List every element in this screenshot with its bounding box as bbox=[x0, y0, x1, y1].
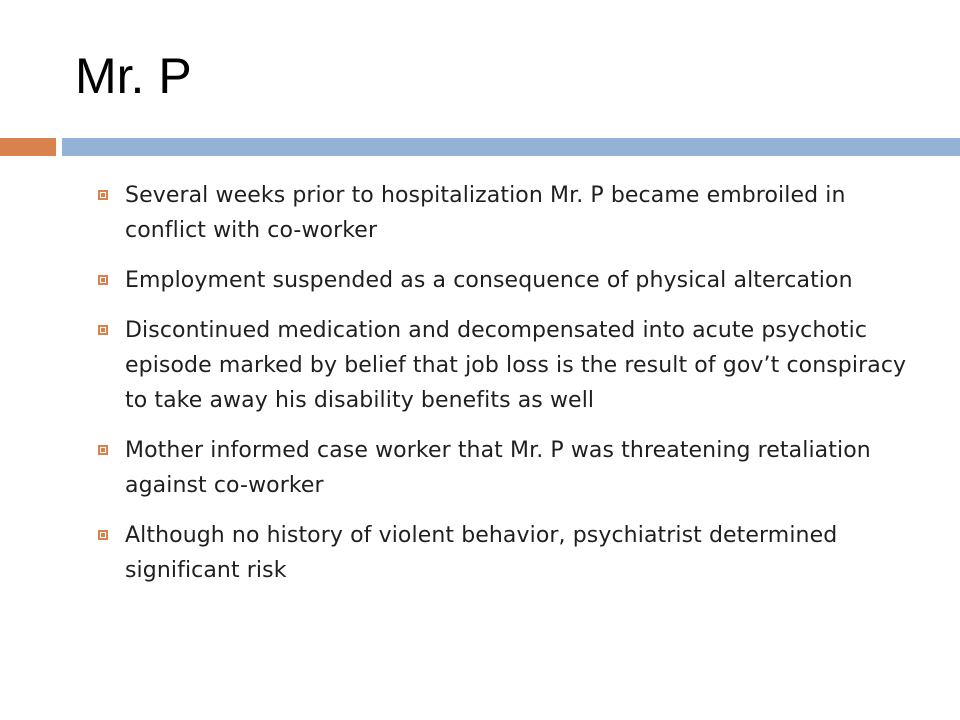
slide-title: Mr. P bbox=[75, 48, 192, 104]
bullet-list bbox=[98, 178, 928, 603]
list-item bbox=[98, 178, 928, 248]
square-bullet-icon bbox=[98, 325, 108, 335]
square-bullet-icon bbox=[98, 445, 108, 455]
square-bullet-icon bbox=[98, 530, 108, 540]
list-item bbox=[98, 263, 928, 298]
bullet-text: Discontinued medication and decompensated into acute psychotic episode marked by belief that job loss is the result of gov’t conspiracy to take away his disability benefits as well bbox=[125, 318, 907, 413]
bullet-text: Mother informed case worker that Mr. P was threatening retaliation against co-worker bbox=[125, 438, 871, 498]
list-item bbox=[98, 313, 928, 418]
list-item bbox=[98, 518, 928, 588]
bullet-text: Employment suspended as a consequence of physical altercation bbox=[125, 268, 853, 293]
bullet-text: Several weeks prior to hospitalization Mr. P became embroiled in conflict with co-worker bbox=[125, 183, 846, 243]
bullet-text: Although no history of violent behavior, psychiatrist determined significant risk bbox=[125, 523, 838, 583]
title-underline-accent-bar bbox=[0, 138, 56, 156]
square-bullet-icon bbox=[98, 275, 108, 285]
square-bullet-icon bbox=[98, 190, 108, 200]
list-item bbox=[98, 433, 928, 503]
title-underline-bar bbox=[62, 138, 960, 156]
